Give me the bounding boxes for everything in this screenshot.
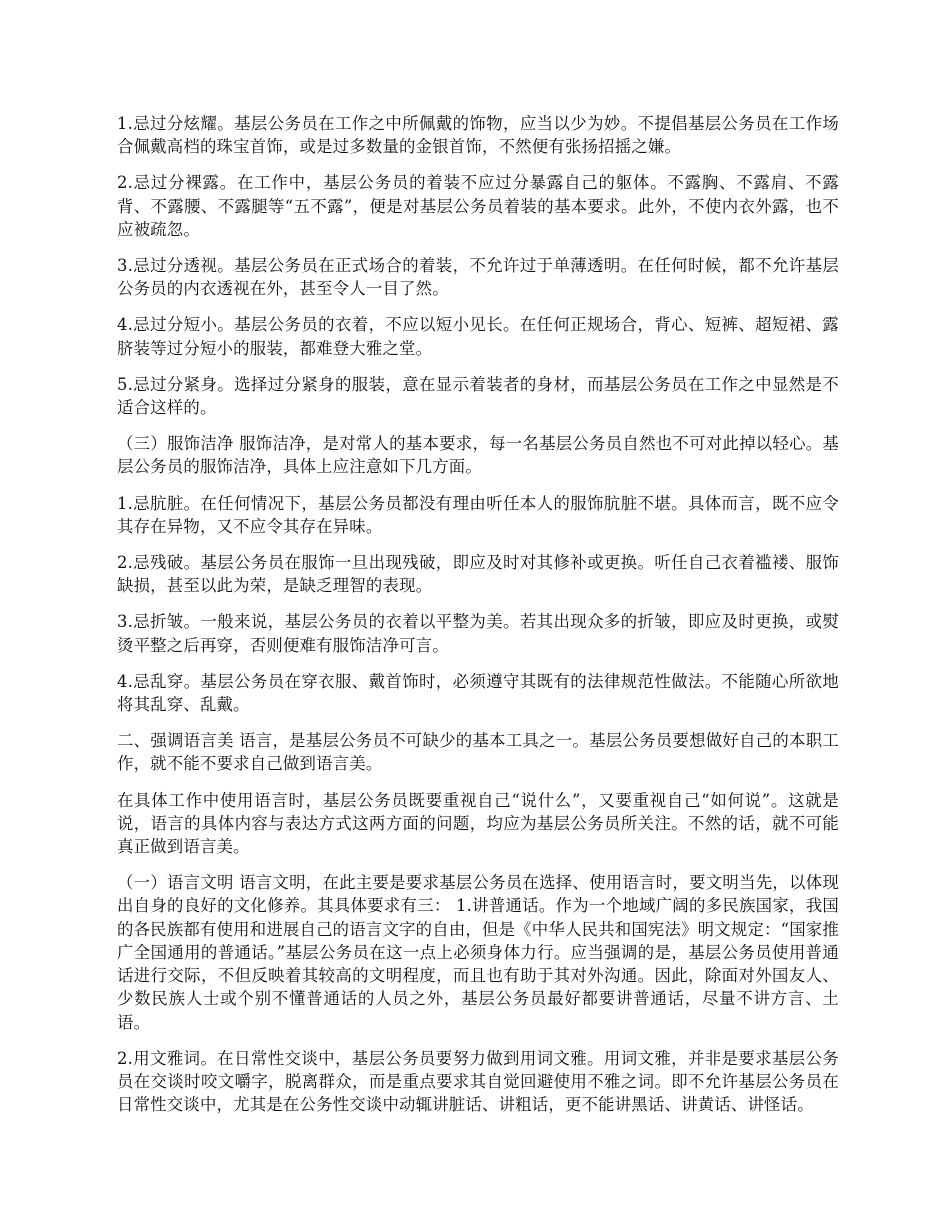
paragraph-avoid-tight-clothes: 5.忌过分紧身。选择过分紧身的服装，意在显示着装者的身材，而基层公务员在工作之中显然是不适合这样的。: [117, 374, 839, 418]
paragraph-avoid-wrinkles: 3.忌折皱。一般来说，基层公务员的衣着以平整为美。若其出现众多的折皱，即应及时更换，或熨烫平整之后再穿，否则便难有服饰洁净可言。: [117, 612, 839, 655]
paragraph-elegant-words: 2.用文雅词。在日常性交谈中，基层公务员要努力做到用词文雅。用词文雅，并非是要求基层公务员在交谈时咬文嚼字，脱离群众，而是重点要求其自觉回避使用不雅之词。即不允许基层公务员在日常性交谈中，尤其是在公务性交谈中动辄讲脏话、讲粗话，更不能讲黑话、讲黄话、讲怪话。: [117, 1048, 839, 1115]
paragraph-avoid-short-clothes: 4.忌过分短小。基层公务员的衣着，不应以短小见长。在任何正规场合，背心、短裤、超短裙、露脐装等过分短小的服装，都难登大雅之堂。: [117, 315, 839, 358]
paragraph-civil-language: （一）语言文明 语言文明，在此主要是要求基层公务员在选择、使用语言时，要文明当先，以体现出自身的良好的文化修养。其具体要求有三： 1.讲普通话。作为一个地域广阔的多民族国家，我国的各民族都有使用和进展自己的语言文字的自由，但是《中华人民共和国宪法》明文规定：“国家推广全国通用的普通话。”基层公务员在这一点上必须身体力行。应当强调的是，基层公务员使用普通话进行交际，不但反映着其较高的文明程度，而且也有助于其对外沟通。因此，除面对外国友人、少数民族人士或个别不懂普通话的人员之外，基层公务员最好都要讲普通话，尽量不讲方言、土语。: [117, 873, 839, 1032]
paragraph-avoid-damage: 2.忌残破。基层公务员在服饰一旦出现残破，即应及时对其修补或更换。听任自己衣着褴褛、服饰缺损，甚至以此为荣，是缺乏理智的表现。: [117, 553, 839, 596]
paragraph-avoid-dirt: 1.忌肮脏。在任何情况下，基层公务员都没有理由听任本人的服饰肮脏不堪。具体而言，既不应令其存在异物，又不应令其存在异味。: [117, 493, 839, 536]
paragraph-clean-attire: （三）服饰洁净 服饰洁净，是对常人的基本要求，每一名基层公务员自然也不可对此掉以轻心。基层公务员的服饰洁净，具体上应注意如下几方面。: [117, 434, 839, 477]
paragraph-what-and-how-to-say: 在具体工作中使用语言时，基层公务员既要重视自己“说什么”，又要重视自己“如何说”。这就是说，语言的具体内容与表达方式这两方面的问题，均应为基层公务员所关注。不然的话，就不可能真正做到语言美。: [117, 790, 839, 857]
document-body: [117, 112, 839, 1129]
paragraph-avoid-showing-off: 1.忌过分炫耀。基层公务员在工作之中所佩戴的饰物，应当以少为妙。不提倡基层公务员在工作场合佩戴高档的珠宝首饰，或是过多数量的金银首饰，不然便有张扬招摇之嫌。: [117, 114, 839, 157]
paragraph-avoid-exposure: 2.忌过分裸露。在工作中，基层公务员的着装不应过分暴露自己的躯体。不露胸、不露肩、不露背、不露腰、不露腿等“五不露”，便是对基层公务员着装的基本要求。此外，不使内衣外露，也不应被疏忽。: [117, 173, 839, 239]
paragraph-avoid-transparency: 3.忌过分透视。基层公务员在正式场合的着装，不允许过于单薄透明。在任何时候，都不允许基层公务员的内衣透视在外，甚至令人一目了然。: [117, 256, 839, 299]
paragraph-avoid-improper-wear: 4.忌乱穿。基层公务员在穿衣服、戴首饰时，必须遵守其既有的法律规范性做法。不能随心所欲地将其乱穿、乱戴。: [117, 671, 839, 715]
paragraph-language-beauty: 二、强调语言美 语言，是基层公务员不可缺少的基本工具之一。基层公务员要想做好自己的本职工作，就不能不要求自己做到语言美。: [117, 731, 839, 774]
